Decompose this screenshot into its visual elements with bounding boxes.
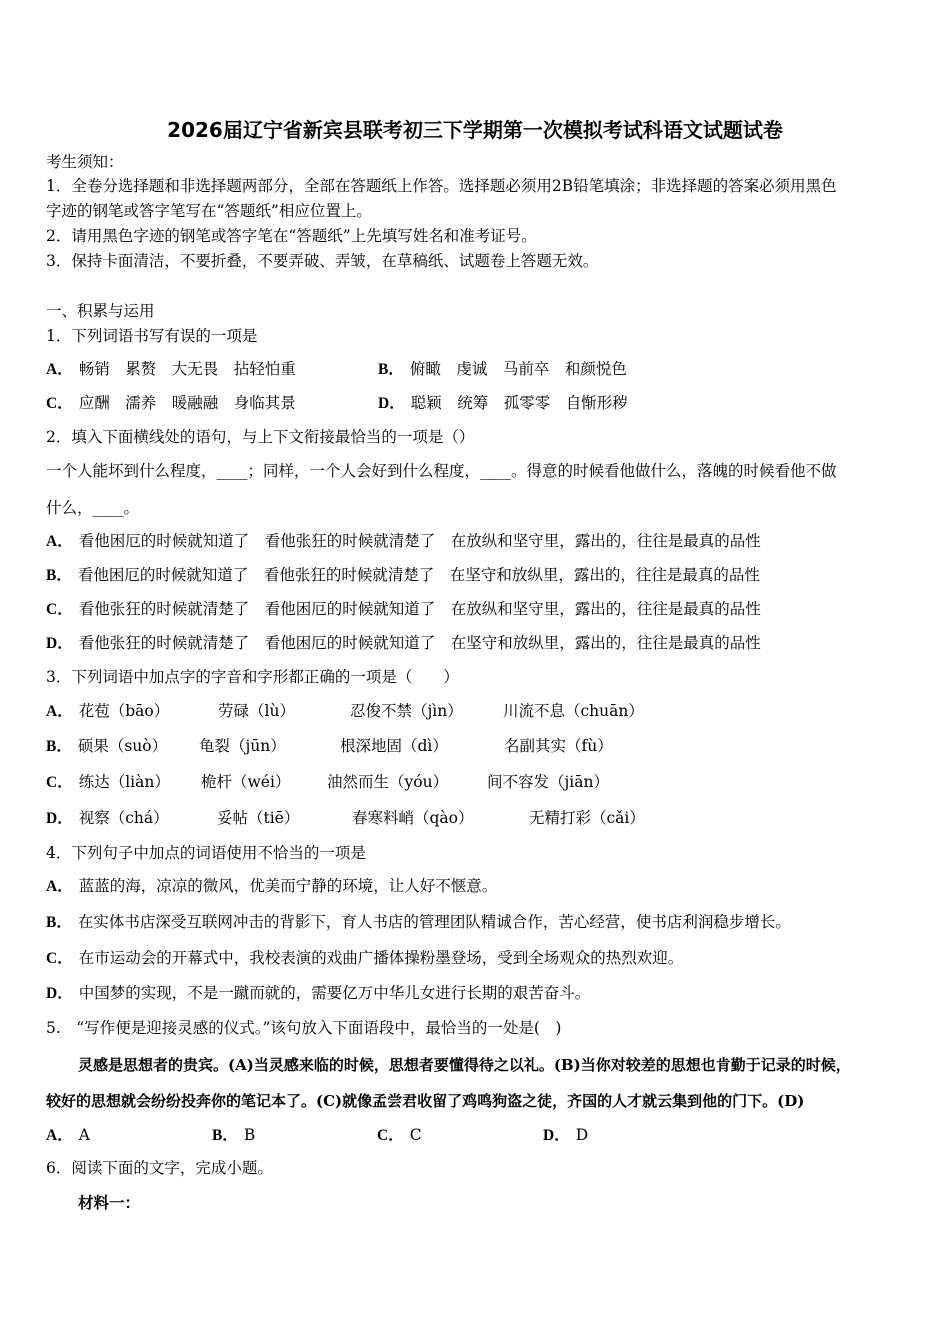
q1-option-b	[378, 359, 627, 380]
question-2-stem: 2．填入下面横线处的语句，与上下文衔接最恰当的一项是（）	[46, 428, 475, 446]
q5-passage-line: 灵感是思想者的贵宾。(A)当灵感来临的时候，思想者要懂得待之以礼。(B)当你对较差的思想也肯勤于记录的时候，	[78, 1056, 851, 1074]
option-item: 间不容发（jiān）	[487, 773, 609, 791]
notice-line: 1．全卷分选择题和非选择题两部分，全部在答题纸上作答。选择题必须用2B铅笔填涂；非选择题的答案必须用黑色	[46, 177, 837, 195]
option-item: 春寒料峭（qào）	[352, 809, 474, 827]
q2-option-d	[46, 633, 761, 654]
notice-line: 3．保持卡面清洁，不要折叠，不要弄破、弄皱，在草稿纸、试题卷上答题无效。	[46, 252, 599, 270]
option-label: B．	[212, 1127, 238, 1144]
option-item: 花苞（bāo）	[78, 702, 170, 720]
option-text: A	[78, 1126, 90, 1144]
q1-option-c	[46, 393, 296, 414]
option-label: A．	[46, 533, 73, 550]
option-item: 视察（chá）	[78, 809, 169, 827]
option-label: B．	[46, 567, 72, 584]
option-label: C．	[46, 774, 73, 791]
option-text: 看他困厄的时候就知道了 看他张狂的时候就清楚了 在放纵和坚守里，露出的，往往是最真的品性	[78, 532, 761, 550]
option-item: 龟裂（jūn）	[199, 737, 286, 755]
option-text: 在市运动会的开幕式中，我校表演的戏曲广播体操粉墨登场，受到全场观众的热烈欢迎。	[78, 949, 684, 967]
question-6-stem: 6．阅读下面的文字，完成小题。	[46, 1159, 273, 1177]
q5-option-b	[212, 1125, 255, 1146]
option-label: B．	[46, 738, 72, 755]
option-text: 应酬 濡养 暖融融 身临其景	[78, 394, 296, 412]
option-item: 川流不息（chuān）	[503, 702, 644, 720]
notice-line: 字迹的钢笔或答字笔写在“答题纸”相应位置上。	[46, 202, 372, 220]
q4-option-b	[46, 912, 791, 933]
option-text: 看他张狂的时候就清楚了 看他困厄的时候就知道了 在坚守和放纵里，露出的，往往是最真的品性	[78, 634, 761, 652]
option-text: 看他张狂的时候就清楚了 看他困厄的时候就知道了 在放纵和坚守里，露出的，往往是最真的品性	[78, 600, 761, 618]
q2-passage-line: 一个人能坏到什么程度，____；同样，一个人会好到什么程度，____。得意的时候看他做什么，落魄的时候看他不做	[46, 462, 837, 480]
option-text: D	[575, 1126, 589, 1144]
option-label: D．	[46, 810, 73, 827]
option-text: 聪颖 统筹 孤零零 自惭形秽	[410, 394, 628, 412]
option-label: A．	[46, 361, 73, 378]
option-text: B	[243, 1126, 256, 1144]
q5-option-d	[543, 1125, 588, 1146]
question-4-stem: 4．下列句子中加点的词语使用不恰当的一项是	[46, 844, 366, 862]
option-label: D．	[46, 635, 73, 652]
notice-heading: 考生须知：	[46, 153, 124, 171]
option-item: 忍俊不禁（jìn）	[350, 702, 463, 720]
option-text: 畅销 累赘 大无畏 拈轻怕重	[78, 360, 296, 378]
option-label: B．	[46, 914, 72, 931]
q2-option-c	[46, 599, 761, 620]
option-text: C	[409, 1126, 422, 1144]
question-3-stem: 3．下列词语中加点字的字音和字形都正确的一项是（ ）	[46, 668, 459, 686]
q2-option-b	[46, 565, 760, 586]
q4-option-a	[46, 876, 497, 897]
option-item: 练达（liàn）	[78, 773, 170, 791]
option-label: C．	[46, 395, 73, 412]
question-1-stem: 1．下列词语书写有误的一项是	[46, 327, 258, 345]
q5-passage-line: 较好的思想就会纷纷投奔你的笔记本了。(C)就像孟尝君收留了鸡鸣狗盗之徒，齐国的人才就云集到他的门下。(D)	[46, 1092, 805, 1110]
q2-passage-line: 什么，____。	[46, 499, 140, 517]
option-item: 无精打彩（cǎi）	[529, 809, 645, 827]
option-label: B．	[378, 361, 404, 378]
option-label: C．	[46, 601, 73, 618]
q2-option-a	[46, 531, 761, 552]
option-text: 俯瞰 虔诚 马前卒 和颜悦色	[409, 360, 627, 378]
q4-option-c	[46, 948, 683, 969]
option-item: 根深地固（dì）	[340, 737, 448, 755]
material-heading: 材料一：	[78, 1193, 141, 1212]
option-text: 中国梦的实现，不是一蹴而就的，需要亿万中华儿女进行长期的艰苦奋斗。	[78, 984, 591, 1002]
q1-option-a	[46, 359, 296, 380]
notice-line: 2．请用黑色字迹的钢笔或答字笔在“答题纸”上先填写姓名和准考证号。	[46, 227, 537, 245]
option-text: 在实体书店深受互联网冲击的背影下，育人书店的管理团队精诚合作，苦心经营，使书店利润稳步增长。	[77, 913, 791, 931]
option-item: 桅杆（wéi）	[201, 773, 291, 791]
option-label: D．	[378, 395, 405, 412]
option-item: 妥帖（tiē）	[217, 809, 300, 827]
question-5-stem: 5. “写作便是迎接灵感的仪式。”该句放入下面语段中，最恰当的一处是( )	[46, 1019, 562, 1037]
option-item: 劳碌（lù）	[218, 702, 295, 720]
q1-option-d	[378, 393, 628, 414]
section-heading: 一、积累与运用	[46, 302, 155, 320]
option-label: A．	[46, 1127, 73, 1144]
option-item: 油然而生（yóu）	[327, 773, 449, 791]
option-label: A．	[46, 703, 73, 720]
option-label: C．	[377, 1127, 404, 1144]
option-item: 名副其实（fù）	[504, 737, 613, 755]
option-label: C．	[46, 950, 73, 967]
option-label: D．	[46, 985, 73, 1002]
q5-option-c	[377, 1125, 422, 1146]
option-text: 蓝蓝的海，凉凉的微风，优美而宁静的环境，让人好不惬意。	[78, 877, 498, 895]
page-title: 2026届辽宁省新宾县联考初三下学期第一次模拟考试科语文试题试卷	[167, 118, 783, 142]
q5-option-a	[46, 1125, 90, 1146]
option-label: D．	[543, 1127, 570, 1144]
option-text: 看他困厄的时候就知道了 看他张狂的时候就清楚了 在坚守和放纵里，露出的，往往是最真的品性	[77, 566, 760, 584]
q4-option-d	[46, 983, 590, 1004]
option-item: 硕果（suò）	[77, 737, 168, 755]
option-label: A．	[46, 878, 73, 895]
